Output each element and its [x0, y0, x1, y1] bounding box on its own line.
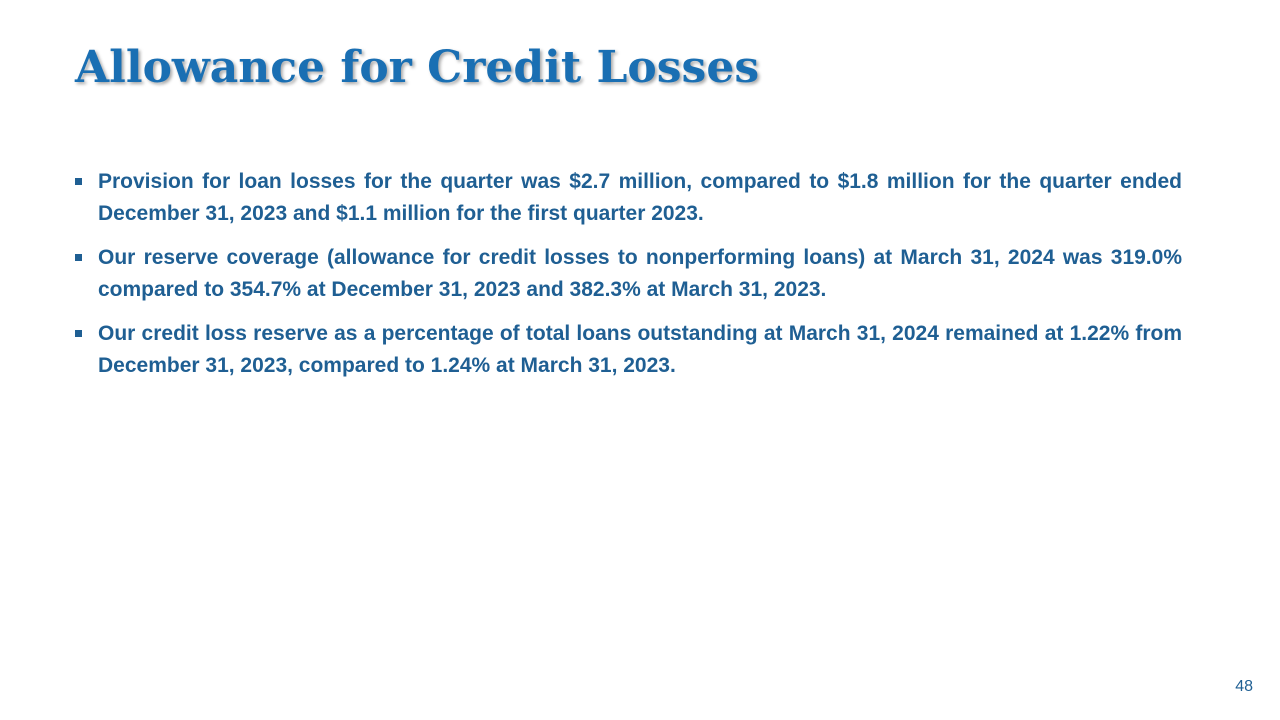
bullet-item-credit-loss-reserve: [74, 318, 1182, 382]
bullet-text: Provision for loan losses for the quarter was $2.7 million, compared to $1.8 million for the quarter ended December 31, 2023 and $1.1 million for the first quarter 2023.: [98, 170, 1182, 225]
square-bullet-icon: [75, 254, 82, 261]
bullet-item-reserve-coverage: [74, 242, 1182, 306]
slide-title: Allowance for Credit Losses: [75, 42, 760, 93]
square-bullet-icon: [75, 178, 82, 185]
bullet-item-provision: [74, 166, 1182, 230]
bullet-text: Our credit loss reserve as a percentage of total loans outstanding at March 31, 2024 remained at 1.22% from December 31, 2023, compared to 1.24% at March 31, 2023.: [98, 322, 1182, 377]
page-number: 48: [1235, 678, 1253, 695]
bullet-text: Our reserve coverage (allowance for credit losses to nonperforming loans) at March 31, 2024 was 319.0% compared to 354.7% at December 31, 2023 and 382.3% at March 31, 2023.: [98, 246, 1182, 301]
bullet-list: [74, 166, 1182, 394]
square-bullet-icon: [75, 330, 82, 337]
